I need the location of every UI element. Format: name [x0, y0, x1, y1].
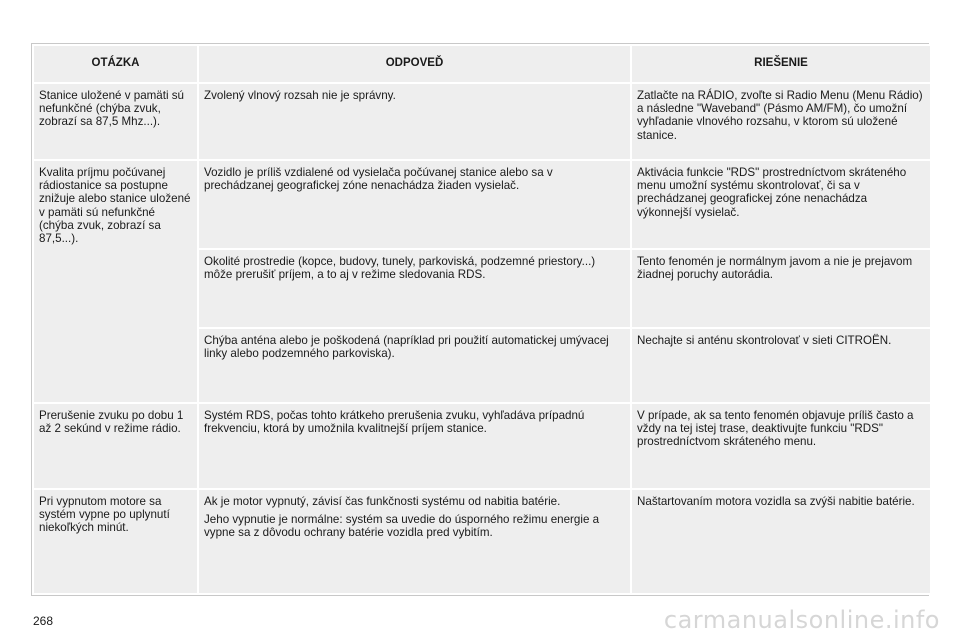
page-number: 268 — [33, 614, 54, 628]
answer-text: Vozidlo je príliš vzdialené od vysielača počúvanej stanice alebo sa v prechádzanej geografickej zóne nenachádza žiaden vysielač. — [204, 166, 553, 193]
answer-text: Chýba anténa alebo je poškodená (napríklad pri použití automatickej umývacej linky alebo podzemného parkoviska). — [204, 334, 609, 361]
solution-cell: Nechajte si anténu skontrolovať v sieti CITROËN. — [632, 329, 930, 402]
header-solution: RIEŠENIE — [632, 46, 930, 82]
solution-cell: Tento fenomén je normálnym javom a nie je prejavom žiadnej poruchy autorádia. — [632, 250, 930, 327]
solution-cell: Aktivácia funkcie "RDS" prostredníctvom skráteného menu umožní systému skontrolovať, či sa v prechádzanej geografickej zóne nenachádza výkonnejší vysielač. — [632, 161, 930, 248]
table-row — [34, 161, 930, 248]
header-question: OTÁZKA — [34, 46, 197, 82]
answer-text: Systém RDS, počas tohto krátkeho prerušenia zvuku, vyhľadáva prípadnú frekvenciu, ktorá by umožnila kvalitnejší príjem stanice. — [204, 409, 585, 436]
question-cell: Kvalita príjmu počúvanej rádiostanice sa postupne znižuje alebo stanice uložené v pamäti sú nefunkčné (chýba zvuk, zobrazí sa 87,5...). — [34, 161, 197, 402]
question-cell: Stanice uložené v pamäti sú nefunkčné (chýba zvuk, zobrazí sa 87,5 Mhz...). — [34, 84, 197, 159]
table-header-row — [34, 46, 930, 82]
header-answer: ODPOVEĎ — [199, 46, 630, 82]
answer-cell — [199, 84, 630, 159]
question-cell: Prerušenie zvuku po dobu 1 až 2 sekúnd v režime rádio. — [34, 404, 197, 488]
answer-cell — [199, 490, 630, 593]
solution-cell: V prípade, ak sa tento fenomén objavuje príliš často a vždy na tej istej trase, deaktivujte funkciu "RDS" prostredníctvom skráteného menu. — [632, 404, 930, 488]
faq-table — [32, 44, 932, 595]
answer-text: Zvolený vlnový rozsah nie je správny. — [204, 89, 396, 102]
table-row — [34, 84, 930, 159]
answer-text: Okolité prostredie (kopce, budovy, tunely, parkoviská, podzemné priestory...) môže prerušiť príjem, a to aj v režime sledovania RDS. — [204, 255, 596, 282]
answer-text: Jeho vypnutie je normálne: systém sa uvedie do úsporného režimu energie a vypne sa z dôvodu ochrany batérie vozidla pred vybitím. — [204, 513, 600, 540]
faq-table-frame — [31, 43, 929, 596]
watermark: carmanualsonline.info — [663, 606, 940, 634]
answer-cell — [199, 404, 630, 488]
solution-cell: Naštartovaním motora vozidla sa zvýši nabitie batérie. — [632, 490, 930, 593]
solution-cell: Zatlačte na RÁDIO, zvoľte si Radio Menu (Menu Rádio) a následne "Waveband" (Pásmo AM/FM), čo umožní vyhľadanie vlnového rozsahu, v ktorom sú uložené stanice. — [632, 84, 930, 159]
table-row — [34, 490, 930, 593]
answer-text: Ak je motor vypnutý, závisí čas funkčnosti systému od nabitia batérie. — [204, 495, 561, 508]
table-row — [34, 404, 930, 488]
question-cell: Pri vypnutom motore sa systém vypne po uplynutí niekoľkých minút. — [34, 490, 197, 593]
answer-cell — [199, 329, 630, 402]
answer-cell — [199, 250, 630, 327]
answer-cell — [199, 161, 630, 248]
